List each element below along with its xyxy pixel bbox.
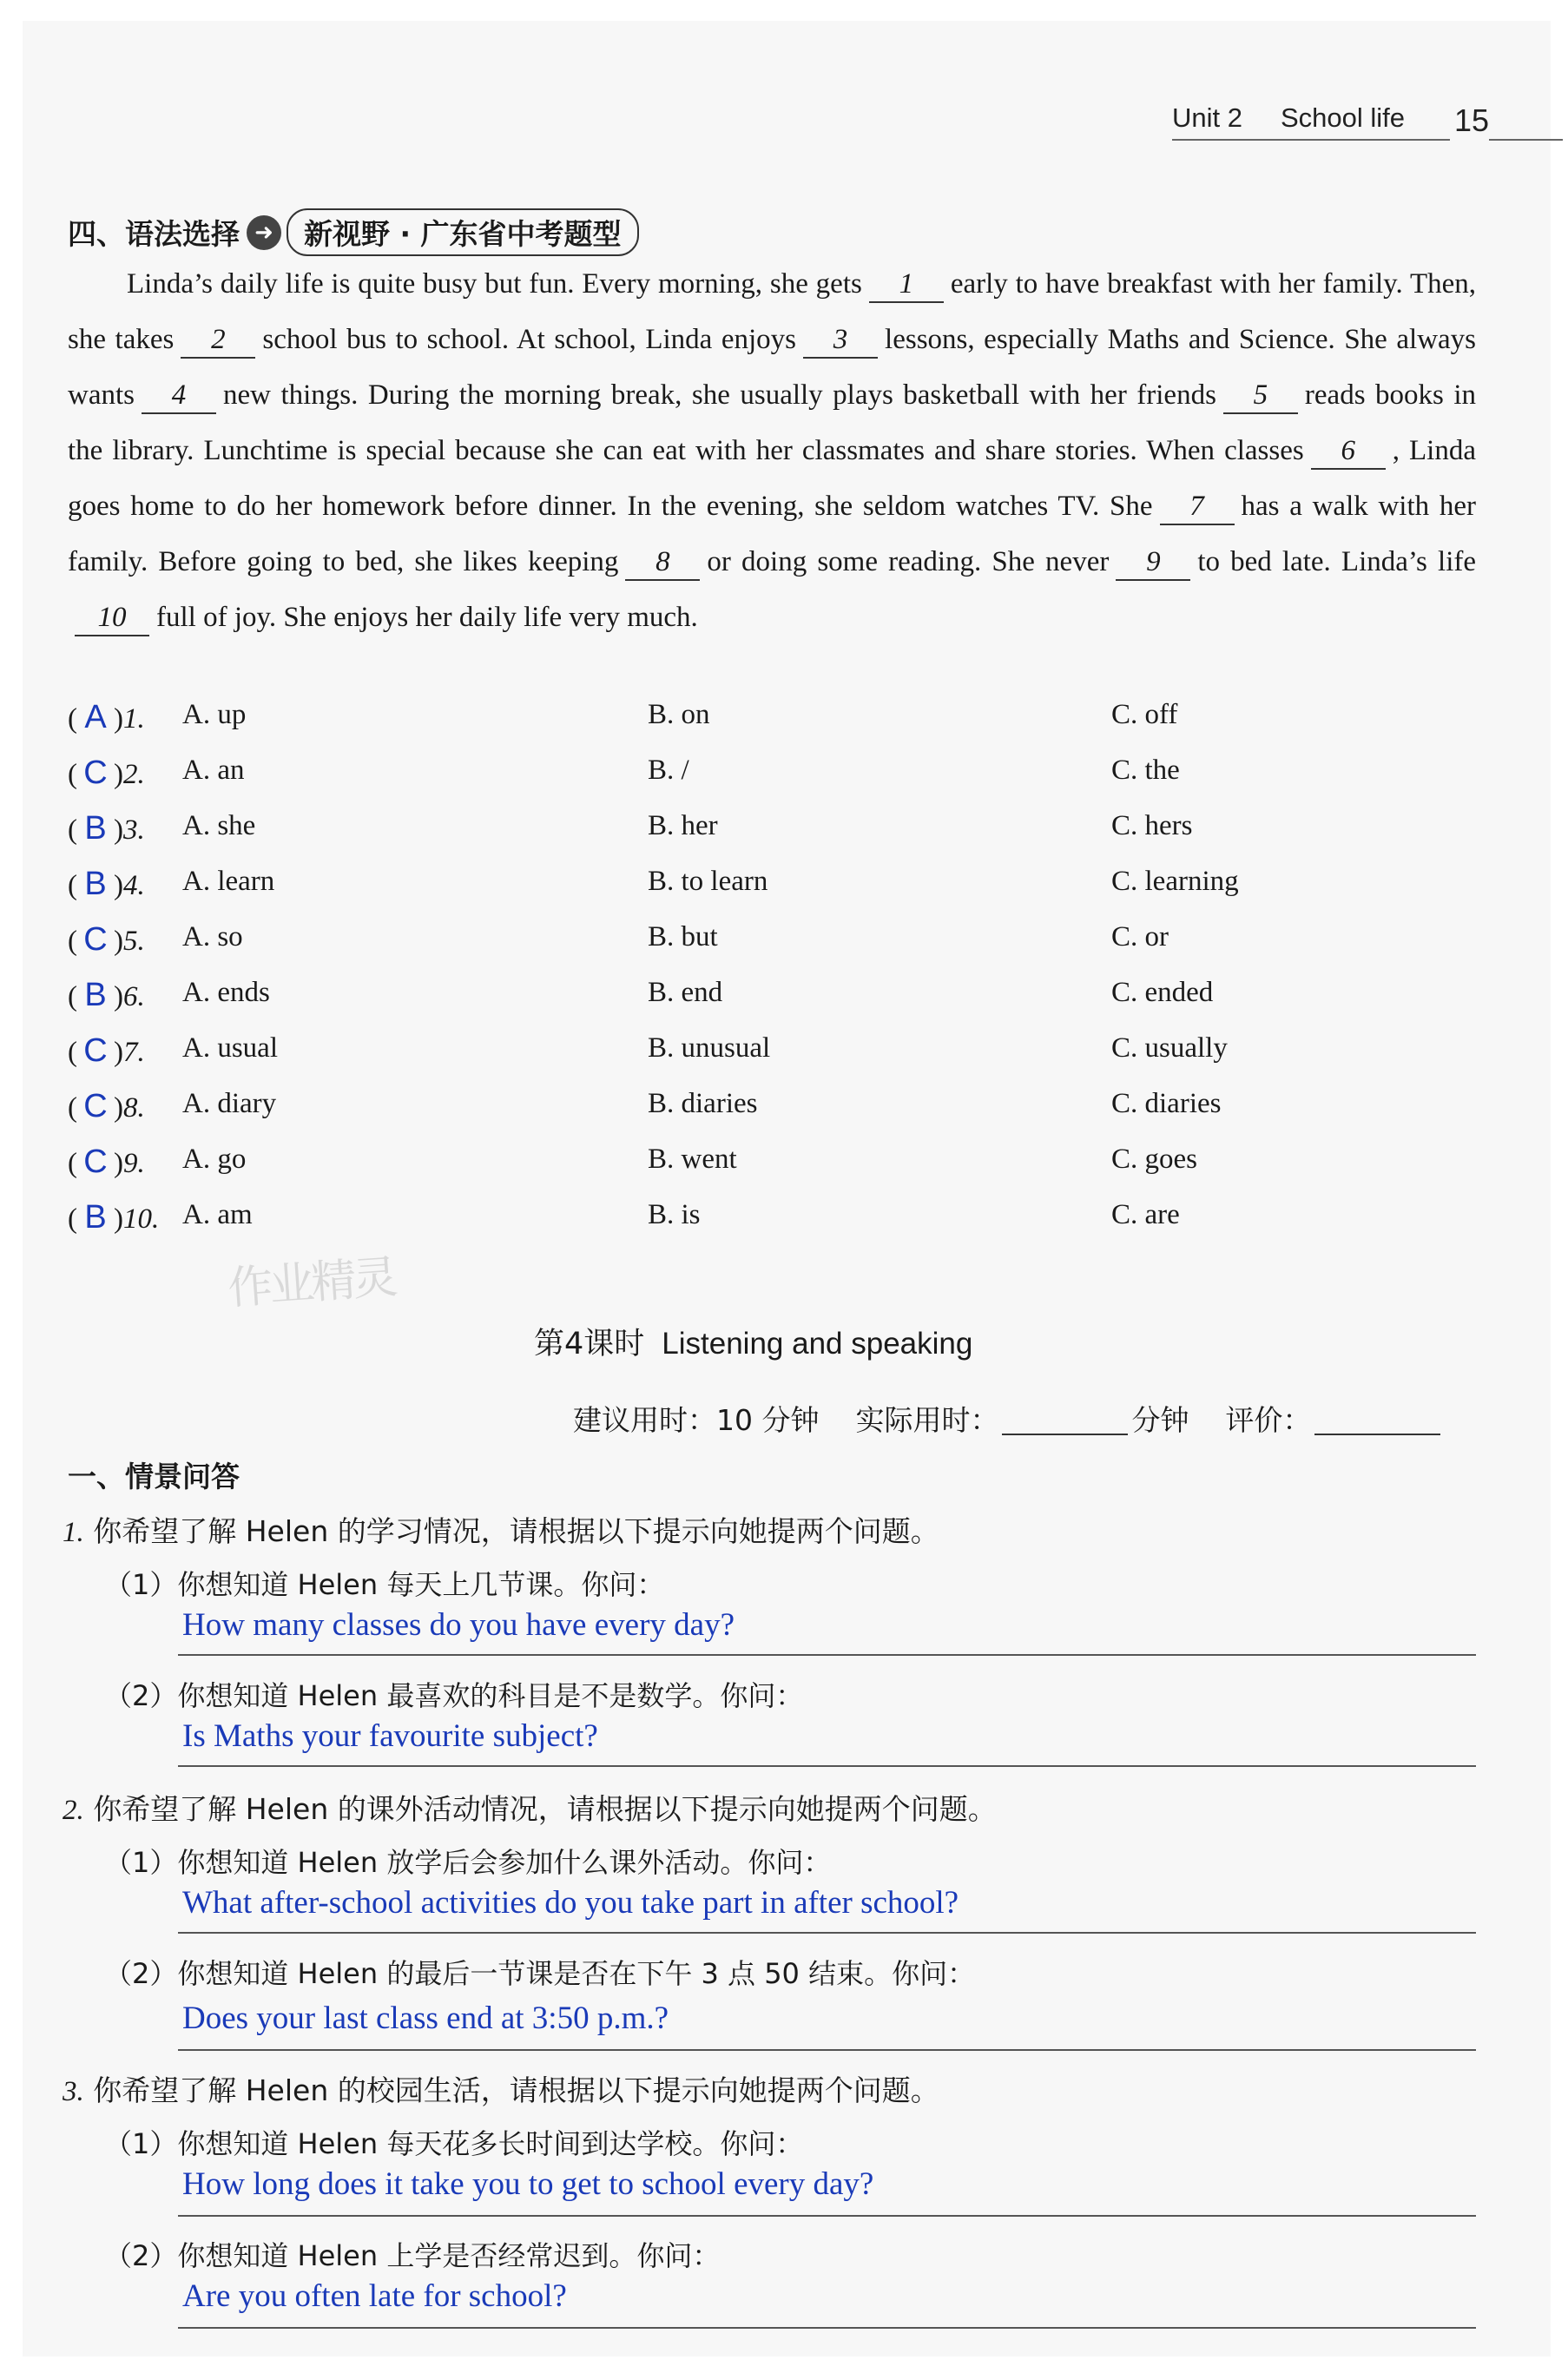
option-a: A. diary [182,1088,277,1119]
section-heading-grammar [68,208,639,256]
lesson-title: Listening and speaking [662,1327,973,1361]
question-number: 10. [123,1203,160,1235]
option-row: ( B )4. A. learn B. to learn C. learning [68,866,1239,902]
option-b: B. end [648,977,723,1008]
option-row: ( C )8. A. diary B. diaries C. diaries [68,1088,1222,1124]
option-c: C. are [1111,1199,1180,1230]
option-b: B. went [648,1144,737,1175]
blank-4: 4 [142,378,216,414]
option-a: A. ends [182,977,270,1008]
blank-8: 8 [625,544,700,581]
answer-line [178,2327,1476,2329]
answer-line [178,2049,1476,2051]
passage-text: new things. During the morning break, she usually plays basketball with her friends [223,379,1216,411]
option-row: ( B )6. A. ends B. end C. ended [68,977,1214,1013]
blank-3: 3 [803,322,878,359]
question-number: 2. [63,1795,84,1826]
answer-line [178,2215,1476,2217]
sub-question: （1）你想知道 Helen 放学后会参加什么课外活动。你问： [104,1846,832,1879]
answer-line [178,1932,1476,1934]
answer-text: How many classes do you have every day? [182,1607,735,1643]
blank-7: 7 [1160,489,1235,525]
page-number: 15 [1454,102,1490,138]
option-a: A. up [182,699,247,730]
option-b: B. to learn [648,866,768,897]
answer-mark: B [84,810,107,847]
question-number: 1. [63,1517,84,1548]
option-c: C. learning [1111,866,1239,897]
option-b: B. her [648,810,718,841]
passage-text: reads books in the library. Lunchtime is special because she can eat with her classmates and share stories. When classes [68,379,1476,466]
question-prompt: 你希望了解 Helen 的校园生活，请根据以下提示向她提两个问题。 [93,2073,939,2107]
question-number: 1. [123,703,145,735]
header-rule [1172,139,1450,141]
answer-mark: B [84,866,107,902]
answer-line [178,1654,1476,1656]
option-c: C. the [1111,755,1180,786]
question [63,1509,939,1550]
answer-mark: C [83,1032,108,1069]
option-a: A. am [182,1199,253,1230]
option-row: ( C )5. A. so B. but C. or [68,921,1169,958]
answer-mark: C [83,1088,108,1124]
question-number: 7. [123,1037,145,1068]
option-c: C. off [1111,699,1178,730]
question-number: 3. [123,814,145,846]
answer-mark: B [84,1199,107,1236]
question-number: 3. [63,2076,84,2107]
suggested-time: 建议用时：10 分钟 [573,1403,820,1437]
cloze-passage [68,256,1476,645]
option-b: B. is [648,1199,701,1230]
question-prompt: 你希望了解 Helen 的学习情况，请根据以下提示向她提两个问题。 [93,1514,939,1548]
sub-question: （1）你想知道 Helen 每天花多长时间到达学校。你问： [104,2127,804,2160]
passage-text: or doing some reading. She never [707,546,1110,577]
actual-time-field[interactable] [1002,1434,1128,1435]
question [63,2068,939,2109]
option-b: B. but [648,921,718,952]
lesson-number: 第4课时 [534,1327,645,1361]
option-b: B. / [648,755,689,786]
passage-text: Linda’s daily life is quite busy but fun. Every morning, she gets [127,268,862,300]
option-a: A. learn [182,866,275,897]
option-c: C. goes [1111,1144,1197,1175]
answer-line [178,1765,1476,1767]
option-a: A. she [182,810,256,841]
lesson-heading [534,1320,972,1363]
passage-text: full of joy. She enjoys her daily life very much. [156,602,698,633]
blank-6: 6 [1311,433,1386,470]
option-a: A. go [182,1144,247,1175]
answer-text: What after-school activities do you take part in after school? [182,1885,959,1921]
option-a: A. an [182,755,245,786]
sub-question: （2）你想知道 Helen 的最后一节课是否在下午 3 点 50 结束。你问： [104,1957,976,1990]
timing-row [573,1398,1444,1439]
question-number: 8. [123,1092,145,1124]
question-number: 5. [123,926,145,957]
question-number: 4. [123,870,145,901]
option-row: ( C )9. A. go B. went C. goes [68,1144,1197,1180]
answer-mark: A [84,699,107,735]
sub-question: （1）你想知道 Helen 每天上几节课。你问： [104,1568,665,1601]
blank-9: 9 [1116,544,1190,581]
sub-question: （2）你想知道 Helen 上学是否经常迟到。你问： [104,2239,721,2272]
option-row: ( C )2. A. an B. / C. the [68,755,1180,791]
option-c: C. hers [1111,810,1193,841]
unit-label: Unit 2 [1172,102,1242,133]
section-heading-situational: 一、情景问答 [68,1460,240,1493]
answer-mark: B [84,977,107,1013]
question-number: 9. [123,1148,145,1179]
option-row: ( B )10. A. am B. is C. are [68,1199,1180,1236]
question [63,1787,997,1828]
exam-type-badge: 新视野 · 广东省中考题型 [287,208,639,256]
question-prompt: 你希望了解 Helen 的课外活动情况，请根据以下提示向她提两个问题。 [93,1792,997,1826]
question-number: 6. [123,981,145,1012]
option-a: A. usual [182,1032,278,1064]
option-row: ( C )7. A. usual B. unusual C. usually [68,1032,1228,1069]
passage-text: school bus to school. At school, Linda enjoys [262,324,797,355]
option-c: C. or [1111,921,1169,952]
blank-2: 2 [181,322,255,359]
option-a: A. so [182,921,243,952]
unit-title: School life [1281,102,1406,133]
blank-1: 1 [869,267,944,303]
minutes-unit: 分钟 [1131,1403,1189,1437]
answer-text: How long does it take you to get to school every day? [182,2166,874,2202]
question-number: 2. [123,759,145,790]
answer-text: Does your last class end at 3:50 p.m.? [182,2001,669,2036]
blank-10: 10 [75,600,149,636]
evaluation-label: 评价： [1225,1403,1312,1437]
answer-text: Is Maths your favourite subject? [182,1718,598,1754]
passage-text: , Linda goes home to do her homework before dinner. In the evening, she seldom watches TV. She [68,435,1476,522]
passage-text: lessons, especially Maths and Science. She always wants [68,324,1477,411]
passage-text: to bed late. Linda’s life [1197,546,1476,577]
answer-mark: C [83,1144,108,1180]
option-b: B. on [648,699,710,730]
option-row: ( B )3. A. she B. her C. hers [68,810,1193,847]
header-rule-right [1489,139,1563,141]
answer-mark: C [83,755,108,791]
passage-text: has a walk with her family. Before going to bed, she likes keeping [68,491,1476,577]
blank-5: 5 [1223,378,1298,414]
option-c: C. diaries [1111,1088,1222,1119]
option-c: C. usually [1111,1032,1228,1064]
option-c: C. ended [1111,977,1214,1008]
answer-text: Are you often late for school? [182,2278,567,2314]
answer-mark: C [83,921,108,958]
sub-question: （2）你想知道 Helen 最喜欢的科目是不是数学。你问： [104,1679,804,1712]
option-b: B. diaries [648,1088,758,1119]
option-row: ( A )1. A. up B. on C. off [68,699,1178,735]
option-b: B. unusual [648,1032,771,1064]
actual-time-label: 实际用时： [855,1403,999,1437]
evaluation-field[interactable] [1314,1434,1440,1435]
watermark-logo: 作业精灵 [226,1251,397,1315]
section-title: 四、语法选择 [68,217,240,251]
arrow-right-icon: ➜ [247,215,281,250]
passage-text: early to have breakfast with her family. Then, she takes [68,268,1477,355]
